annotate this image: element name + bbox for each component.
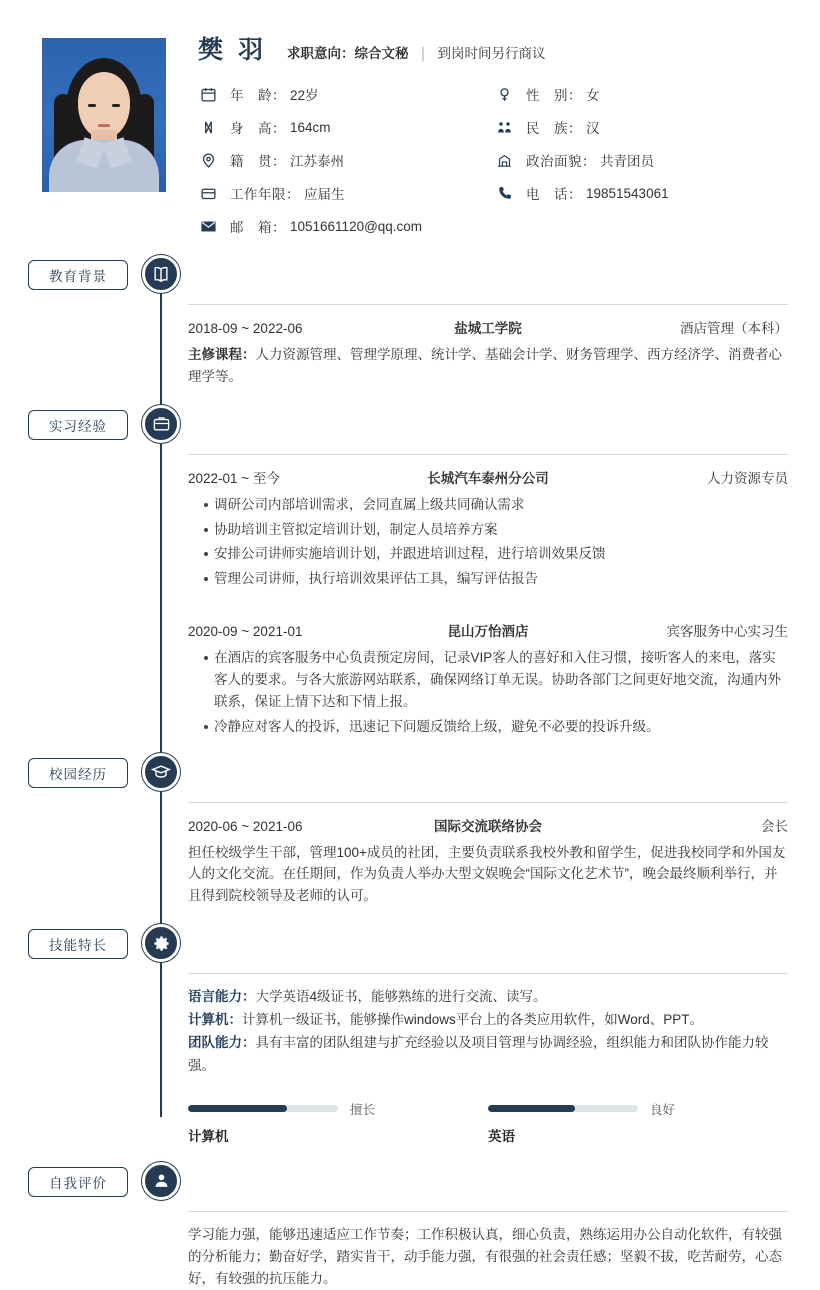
divider: | <box>420 45 426 62</box>
briefcase-icon <box>142 405 180 443</box>
progress-fill <box>188 1105 287 1112</box>
entry-org: 长城汽车泰州分公司 <box>427 470 549 486</box>
divider <box>188 802 788 803</box>
info-label: 籍 贯： <box>230 154 286 169</box>
graduation-icon <box>142 753 180 791</box>
section-internship <box>0 410 820 738</box>
ethnicity-icon <box>494 117 514 137</box>
entry-date: 2018-09 ~ 2022-06 <box>188 321 303 336</box>
skill-text: 具有丰富的团队组建与扩充经验以及项目管理与协调经验，组织能力和团队协作能力较强。 <box>188 1035 769 1073</box>
name-row <box>198 30 780 66</box>
skill-label: 语言能力： <box>188 989 256 1005</box>
info-value: 22岁 <box>290 88 319 103</box>
job-intent-value: 综合文秘 <box>354 46 409 61</box>
entry-role: 会长 <box>761 818 788 834</box>
skill-line <box>188 1009 788 1032</box>
info-item-age <box>198 84 484 104</box>
divider <box>188 973 788 974</box>
info-value: 女 <box>586 88 600 103</box>
entry-role: 宾客服务中心实习生 <box>666 624 788 640</box>
progress-track <box>188 1105 338 1112</box>
list-item: 调研公司内部培训需求，会同直属上级共同确认需求 <box>204 494 788 516</box>
skill-line <box>188 986 788 1009</box>
entry-role: 人力资源专员 <box>707 470 788 486</box>
availability-note: 到岗时间另行商议 <box>437 46 546 61</box>
skill-label: 计算机： <box>188 1012 242 1028</box>
skill-level: 良好 <box>650 1102 676 1117</box>
book-icon <box>142 255 180 293</box>
info-item-political-status <box>494 150 780 170</box>
list-item: 管理公司讲师，执行培训效果评估工具，编写评估报告 <box>204 568 788 590</box>
politics-icon <box>494 150 514 170</box>
entry-bullets <box>188 647 788 737</box>
skill-line <box>188 1032 788 1078</box>
info-label: 电 话： <box>526 187 582 202</box>
info-item-gender <box>494 84 780 104</box>
skills-list <box>188 986 788 1078</box>
entry-date: 2020-06 ~ 2021-06 <box>188 818 303 834</box>
courses-text: 人力资源管理、管理学原理、统计学、基础会计学、财务管理学、西方经济学、消费者心理学等。 <box>188 347 782 384</box>
info-value: 1051661120@qq.com <box>290 218 423 234</box>
entry-role: 酒店管理（本科） <box>680 321 788 336</box>
skill-level: 擅长 <box>350 1102 376 1117</box>
location-icon <box>198 150 218 170</box>
section-tag-education: 教育背景 <box>28 260 128 290</box>
progress-track <box>488 1105 638 1112</box>
info-value: 共青团员 <box>600 154 654 169</box>
divider <box>188 304 788 305</box>
info-label: 年 龄： <box>230 88 286 103</box>
info-item-ethnicity <box>494 117 780 137</box>
info-value: 汉 <box>586 121 600 136</box>
skill-bar-computer <box>188 1100 408 1145</box>
list-item: 冷静应对客人的投诉，迅速记下问题反馈给上级，避免不必要的投诉升级。 <box>204 716 788 738</box>
entry-org: 国际交流联络协会 <box>434 818 542 834</box>
info-value: 江苏泰州 <box>290 154 344 169</box>
internship-entry <box>188 467 788 590</box>
skill-label: 团队能力： <box>188 1035 256 1051</box>
calendar-icon <box>198 84 218 104</box>
list-item: 协助培训主管拟定培训计划，制定人员培养方案 <box>204 519 788 541</box>
page-title: 樊 羽 <box>198 36 267 64</box>
info-item-email <box>198 216 780 236</box>
evaluation-description: 学习能力强，能够迅速适应工作节奏；工作积极认真，细心负责，熟练运用办公自动化软件，有较强的分析能力；勤奋好学，踏实肯干，动手能力强，有很强的社会责任感；坚毅不拔，吃苦耐劳，心态好，有较强的抗压能力。 <box>188 1226 782 1286</box>
campus-entry <box>188 815 788 908</box>
info-label: 政治面貌： <box>526 154 596 169</box>
skill-name: 计算机 <box>188 1128 229 1144</box>
avatar <box>42 38 166 192</box>
skill-text: 计算机一级证书，能够操作windows平台上的各类应用软件，如Word、PPT。 <box>242 1012 704 1028</box>
phone-icon <box>494 183 514 203</box>
section-tag-evaluation: 自我评价 <box>28 1167 128 1197</box>
divider <box>188 1211 788 1212</box>
info-item-work-years <box>198 183 484 203</box>
section-tag-skills: 技能特长 <box>28 929 128 959</box>
job-intent-label: 求职意向： <box>286 46 355 61</box>
height-icon <box>198 117 218 137</box>
section-education <box>0 260 820 388</box>
info-label: 工作年限： <box>230 187 300 202</box>
list-item: 在酒店的宾客服务中心负责预定房间，记录VIP客人的喜好和入住习惯，接听客人的来电，落实客人的要求。与各大旅游网站联系，确保网络订单无误。协助各部门之间更好地交流，沟通内外联系，保证上情下达和下情上报。 <box>204 647 788 713</box>
internship-entry <box>188 620 788 737</box>
progress-fill <box>488 1105 575 1112</box>
section-skills <box>0 929 820 1145</box>
gender-icon <box>494 84 514 104</box>
person-icon <box>142 1162 180 1200</box>
entry-description: 担任校级学生干部，管理100+成员的社团，主要负责联系我校外教和留学生，促进我校同学和外国友人的文化交流。在任期间，作为负责人举办大型文娱晚会“国际文化艺术节”，晚会最终顺利举行，并且得到院校领导及老师的认可。 <box>188 844 786 904</box>
entry-bullets <box>188 494 788 590</box>
entry-org: 盐城工学院 <box>454 321 522 336</box>
info-value: 19851543061 <box>586 185 669 201</box>
skill-bars <box>188 1100 788 1145</box>
personal-info-grid <box>198 84 780 236</box>
mail-icon <box>198 216 218 236</box>
entry-date: 2020-09 ~ 2021-01 <box>188 624 303 640</box>
section-campus <box>0 758 820 908</box>
info-value: 164cm <box>290 119 331 135</box>
info-label: 性 别： <box>526 88 582 103</box>
info-value: 应届生 <box>304 187 345 202</box>
skill-name: 英语 <box>488 1128 515 1144</box>
info-label: 民 族： <box>526 121 582 136</box>
list-item: 安排公司讲师实施培训计划，并跟进培训过程，进行培训效果反馈 <box>204 543 788 565</box>
info-label: 邮 箱： <box>230 220 286 235</box>
skill-bar-english <box>488 1100 708 1145</box>
entry-org: 昆山万怡酒店 <box>447 624 529 640</box>
info-item-hometown <box>198 150 484 170</box>
info-item-phone <box>494 183 780 203</box>
info-item-height <box>198 117 484 137</box>
skill-text: 大学英语4级证书，能够熟练的进行交流、读写。 <box>255 989 547 1005</box>
info-label: 身 高： <box>230 121 286 136</box>
gear-icon <box>142 924 180 962</box>
divider <box>188 454 788 455</box>
section-tag-internship: 实习经验 <box>28 410 128 440</box>
section-tag-campus: 校园经历 <box>28 758 128 788</box>
section-evaluation <box>0 1167 820 1290</box>
work-years-icon <box>198 183 218 203</box>
entry-date: 2022-01 ~ 至今 <box>188 470 280 486</box>
courses-label: 主修课程： <box>188 347 256 362</box>
education-entry <box>188 317 788 388</box>
resume-header <box>0 0 820 236</box>
